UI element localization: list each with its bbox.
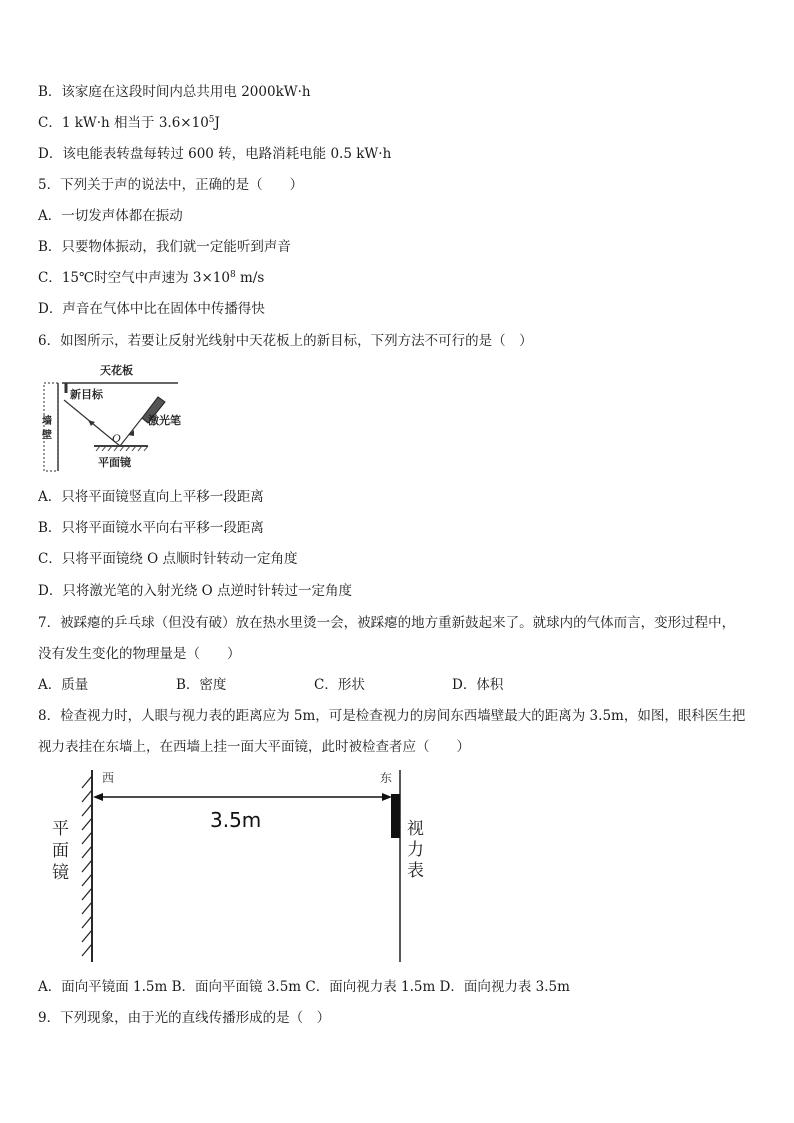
wall-label-2: 壁 xyxy=(42,430,52,441)
eye-chart xyxy=(391,794,400,838)
q4-option-d: D．该电能表转盘每转过 600 转，电路消耗电能 0.5 kW·h xyxy=(38,146,392,162)
q8-options: A．面向平镜面 1.5m B．面向平面镜 3.5m C．面向视力表 1.5m D．面向视力表 3.5m xyxy=(38,979,570,995)
q8-stem-line2: 视力表挂在东墙上，在西墙上挂一面大平面镜，此时被检查者应（ ） xyxy=(38,739,470,755)
q5-stem: 5．下列关于声的说法中，正确的是（ ） xyxy=(38,177,304,193)
mirror-label-3: 镜 xyxy=(52,863,69,883)
q6-stem: 6．如图所示，若要让反射光线射中天花板上的新目标，下列方法不可行的是（ ） xyxy=(38,333,533,349)
q7-option-d: D．体积 xyxy=(452,677,504,693)
laser-label: 激光笔 xyxy=(148,415,181,427)
q7-stem-line1: 7．被踩瘪的乒乓球（但没有破）放在热水里烫一会，被踩瘪的地方重新鼓起来了。就球内的气体而言，变形过程中， xyxy=(38,615,736,631)
mirror-label-1: 平 xyxy=(52,819,69,839)
incident-arrow xyxy=(128,430,134,436)
q5-option-b: B．只要物体振动，我们就一定能听到声音 xyxy=(38,239,291,255)
ceiling-label: 天花板 xyxy=(100,365,133,377)
chart-label-3: 表 xyxy=(407,861,424,881)
q7-option-a: A．质量 xyxy=(38,677,89,693)
q7-option-c: C．形状 xyxy=(314,677,365,693)
point-o-label: O xyxy=(112,431,121,445)
q4-option-c: C．1 kW·h 相当于 $3.6\times 10^5J$ xyxy=(38,115,220,131)
incident-ray xyxy=(120,418,142,446)
q6-option-d: D．只将激光笔的入射光绕 O 点逆时针转过一定角度 xyxy=(38,583,352,599)
q8-stem-line1: 8．检查视力时，人眼与视力表的距离应为 5m，可是检查视力的房间东西墙壁最大的距离为 3.5m，如图，眼科医生把 xyxy=(38,708,746,724)
q6-figure xyxy=(38,362,188,474)
q9-stem: 9．下列现象，由于光的直线传播形成的是（ ） xyxy=(38,1010,331,1026)
west-label: 西 xyxy=(102,771,115,785)
wall-label-1: 墙 xyxy=(42,416,52,427)
distance-label: 3.5m xyxy=(210,808,262,832)
q8-figure xyxy=(40,766,440,966)
target-label: 新目标 xyxy=(70,389,103,401)
q6-option-b: B．只将平面镜水平向右平移一段距离 xyxy=(38,520,264,536)
wall-hatch xyxy=(44,383,58,471)
mirror-label: 平面镜 xyxy=(98,457,131,469)
q5-option-a: A．一切发声体都在振动 xyxy=(38,208,183,224)
q5-option-c: C．15℃时空气中声速为 $3\times 10^8$ m/s xyxy=(38,270,265,286)
q7-option-b: B．密度 xyxy=(176,677,227,693)
distance-arrow-left xyxy=(93,793,103,801)
q6-option-c: C．只将平面镜绕 O 点顺时针转动一定角度 xyxy=(38,551,298,567)
q4-option-b: B．该家庭在这段时间内总共用电 2000kW·h xyxy=(38,84,311,100)
east-label: 东 xyxy=(380,771,393,785)
chart-label-2: 力 xyxy=(407,840,424,860)
q7-stem-line2: 没有发生变化的物理量是（ ） xyxy=(38,646,241,662)
q6-option-a: A．只将平面镜竖直向上平移一段距离 xyxy=(38,489,264,505)
distance-arrow-right xyxy=(382,793,392,801)
q5-option-d: D．声音在气体中比在固体中传播得快 xyxy=(38,301,265,317)
mirror-label-2: 面 xyxy=(52,841,69,861)
chart-label-1: 视 xyxy=(407,819,424,839)
